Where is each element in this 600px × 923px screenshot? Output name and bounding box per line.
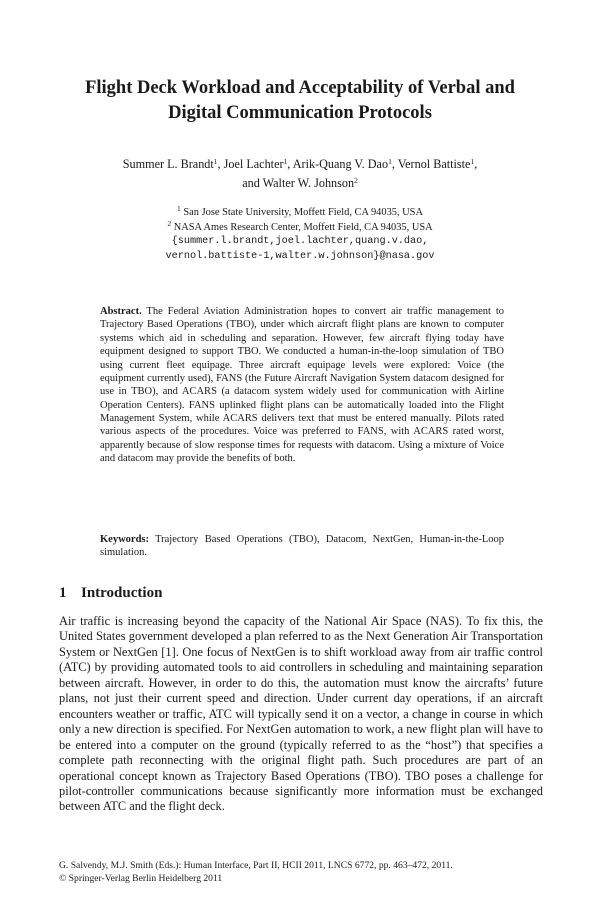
affiliation-2: [60, 218, 540, 236]
abstract-text: The Federal Aviation Administration hopes to convert air traffic management to Trajectory Based Operations (TBO), under which aircraft flight plans are known to computer systems which aid in scheduling and separation. However, few aircraft flying today have equipment designed to support TBO. We conducted a human-in-the-loop simulation of TBO using current fleet equipage. Three aircraft equipage levels were explored: Voice (the equipment currently used), FANS (the Future Aircraft Navigation System datacom designed for use in TBO), and ACARS (a datacom system widely used for communication with Airline Operation Centers). FANS uplinked flight plans can be automatically loaded into the Flight Management System, while ACARS delivers text that must be entered manually. Pilots rated various aspects of the procedures. Voice was preferred to FANS, with ACARS rated worst, apparently because of slow response times for requests with datacom. Using a mixture of Voice and datacom may provide the benefits of both.: [100, 306, 504, 465]
section-heading: [59, 583, 162, 603]
abstract-label: Abstract.: [100, 306, 142, 317]
keywords-text: Trajectory Based Operations (TBO), Datacom, NextGen, Human-in-the-Loop simulation.: [100, 534, 504, 559]
affiliation-text: San Jose State University, Moffett Field, CA 94035, USA: [183, 207, 423, 218]
title-line-1: Flight Deck Workload and Acceptability of Verbal and: [85, 78, 515, 98]
affiliation-marker: 1: [388, 157, 392, 166]
footer-citation: G. Salvendy, M.J. Smith (Eds.): Human Interface, Part II, HCII 2011, LNCS 6772, pp. 463–472, 2011.: [59, 860, 453, 871]
affiliation-marker: 1: [470, 157, 475, 166]
affiliation-marker: 1: [177, 204, 181, 213]
affiliation-marker: 2: [167, 218, 172, 228]
keywords-label: Keywords:: [100, 534, 149, 545]
author-line-1: Summer L. Brandt$^1$, Joel Lachter$^1$, Arik-Quang V. Dao$^1$, Vernol Battiste$^1$,: [122, 157, 478, 171]
affiliation-marker: 2: [354, 176, 358, 185]
author-name: Walter W. Johnson: [262, 176, 355, 190]
author-name: Arik-Quang V. Dao: [292, 157, 389, 171]
affiliation-marker: 1: [283, 157, 288, 166]
affiliations: [60, 206, 540, 264]
paper-title: [40, 76, 560, 126]
author-name: Summer L. Brandt: [122, 157, 214, 171]
email-line-2: vernol.battiste-1,walter.w.johnson}@nasa.gov: [165, 250, 435, 262]
citation-footer: [59, 860, 559, 885]
affiliation-1: [60, 206, 540, 221]
title-line-2: Digital Communication Protocols: [168, 103, 432, 123]
affiliation-text: NASA Ames Research Center, Moffett Field, CA 94035, USA: [173, 221, 433, 233]
email-line-1: {summer.l.brandt,joel.lachter,quang.v.dao,: [171, 236, 429, 248]
author-name: Vernol Battiste: [397, 157, 471, 171]
section-number: 1: [59, 585, 67, 601]
footer-copyright: © Springer-Verlag Berlin Heidelberg 2011: [59, 872, 223, 884]
author-list: [60, 155, 540, 193]
author-line-2: and Walter W. Johnson$^2$: [242, 176, 358, 190]
keywords: [100, 533, 504, 560]
abstract: [100, 305, 504, 466]
introduction-paragraph: Air traffic is increasing beyond the capacity of the National Air Space (NAS). To fix this, the United States government developed a plan referred to as the Next Generation Air Transportation System or NextGen [1]. One focus of NextGen is to shift workload away from air traffic control (ATC) by providing automated tools to aid controllers in scheduling and maintaining separation between aircraft. However, in order to do this, the automation must know the aircrafts’ future plans, not just their current speed and direction. Under current day operations, if an aircraft encounters weather or traffic, ATC will typically send it on a vector, a change in course in which only a new direction is specified. For NextGen automation to work, a new flight plan will have to be entered into a computer on the ground (typically referred to as the “host”) that specifies a complete path reconnecting with the original flight path. Such procedures are part of an operational concept known as Trajectory Based Operations (TBO). TBO poses a challenge for pilot-controller communications because significantly more information must be exchanged between ATC and the flight deck.: [59, 614, 543, 814]
section-title: Introduction: [81, 585, 163, 601]
author-name: Joel Lachter: [223, 157, 284, 171]
affiliation-marker: 1: [213, 157, 218, 166]
